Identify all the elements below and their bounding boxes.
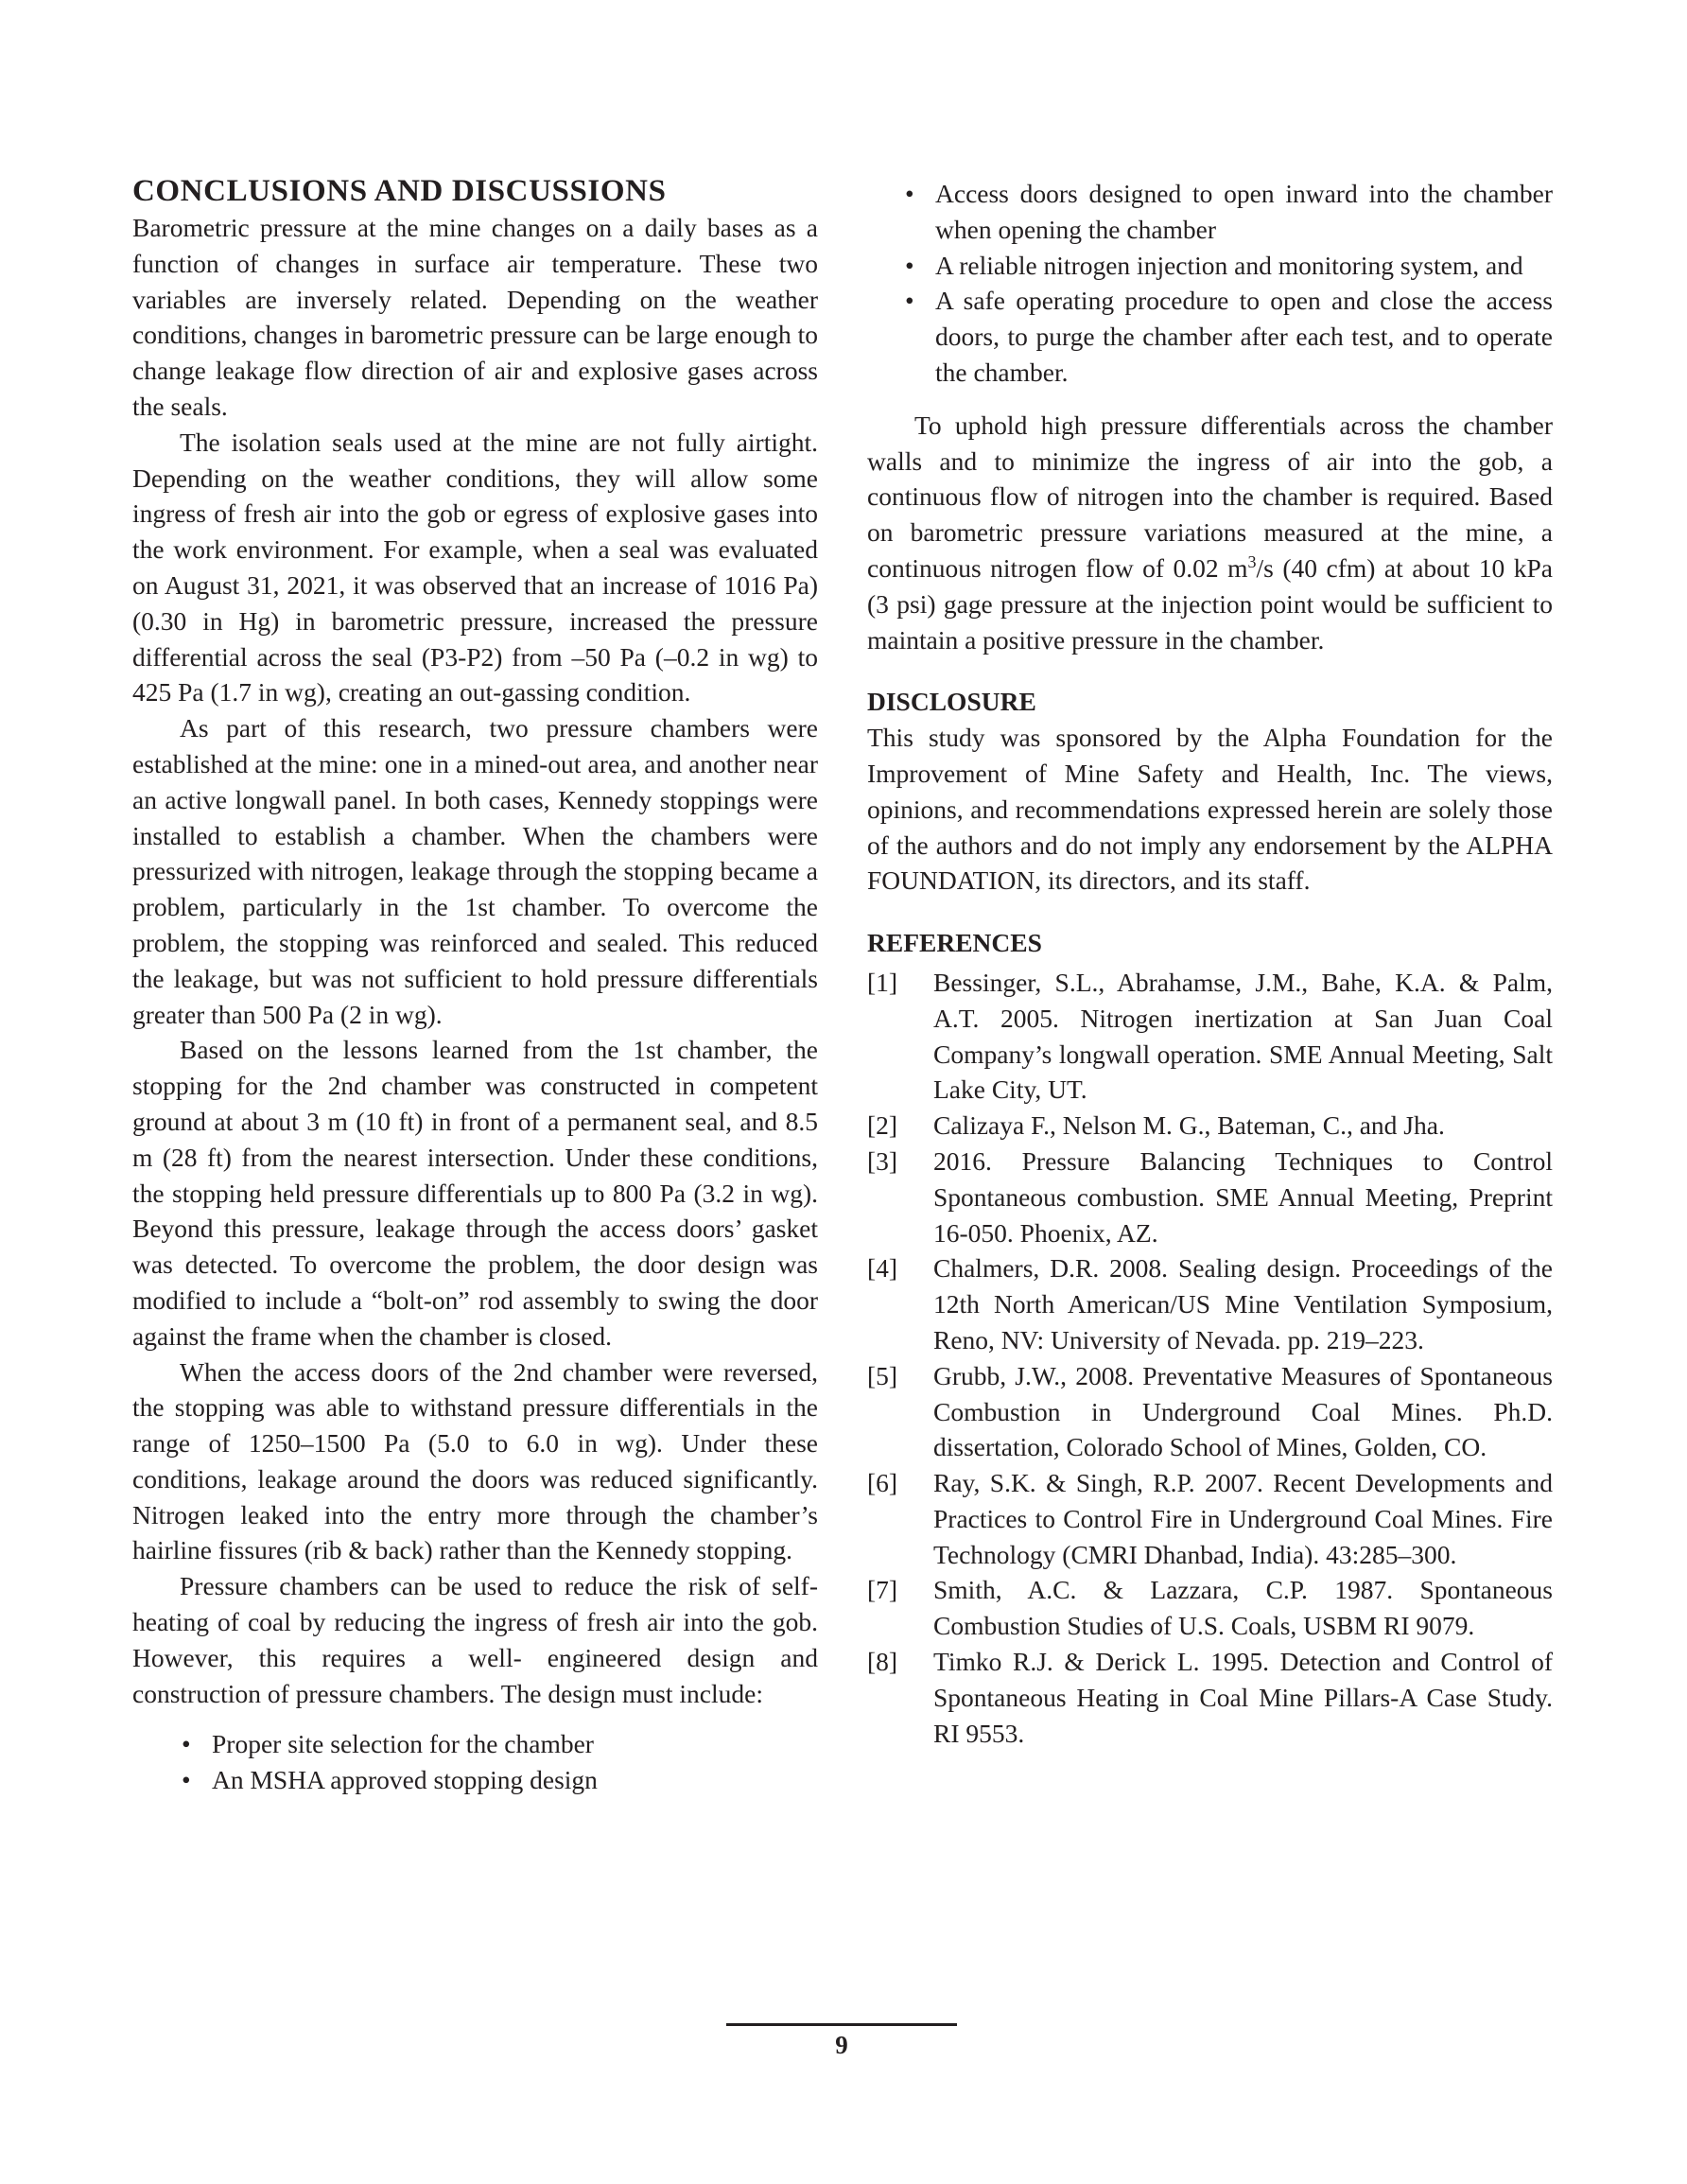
paragraph-text: /s (40 cfm) at about 10 kPa (3 psi) gage pressure at the injection point would be sufficient to maintain a positive pressure in the chamber. [867, 552, 1553, 655]
section-heading-references: REFERENCES [867, 928, 1042, 958]
body-paragraph-nitrogen-flow [867, 408, 1553, 658]
bullet-item: • Proper site selection for the chamber [182, 1726, 818, 1762]
reference-number: [6] [867, 1468, 898, 1498]
reference-text: Bessinger, S.L., Abrahamse, J.M., Bahe, K.A. & Palm, A.T. 2005. Nitrogen inertization at San Juan Coal Company’s longwall operation. SME Annual Meeting, Salt Lake City, UT. [933, 967, 1553, 1105]
reference-text: 2016. Pressure Balancing Techniques to Control Spontaneous combustion. SME Annual Meeting, Preprint 16-050. Phoenix, AZ. [933, 1145, 1553, 1248]
reference-text: Ray, S.K. & Singh, R.P. 2007. Recent Developments and Practices to Control Fire in Underground Coal Mines. Fire Technology (CMRI Dhanbad, India). 43:285–300. [933, 1468, 1553, 1569]
reference-item [867, 1250, 1553, 1357]
reference-item [867, 1144, 1553, 1250]
bullet-item: • Access doors designed to open inward into the chamber when opening the chamber [905, 176, 1553, 248]
reference-number: [4] [867, 1253, 898, 1284]
body-paragraph: Barometric pressure at the mine changes on a daily bases as a function of changes in surface air temperature. These two variables are inversely related. Depending on the weather conditions, changes in barometric pressure can be large enough to change leakage flow direction of air and explosive gases across the seals. [132, 213, 818, 421]
reference-item [867, 1358, 1553, 1465]
reference-item [867, 1465, 1553, 1572]
body-paragraph: Based on the lessons learned from the 1st chamber, the stopping for the 2nd chamber was constructed in competent ground at about 3 m (10 ft) in front of a permanent seal, and 8.5 m (28 ft) from the nearest intersection. Under these conditions, the stopping held pressure differentials up to 800 Pa (3.2 in wg). Beyond this pressure, leakage through the access doors’ gasket was detected. To overcome the problem, the door design was modified to include a “bolt-on” rod assembly to swing the door against the frame when the chamber is closed. [132, 1035, 818, 1351]
design-requirements-list [132, 1726, 818, 1798]
section-heading-conclusions: CONCLUSIONS AND DISCUSSIONS [132, 174, 667, 208]
superscript: 3 [1247, 551, 1257, 571]
body-paragraph: When the access doors of the 2nd chamber were reversed, the stopping was able to withstand pressure differentials in the range of 1250–1500 Pa (5.0 to 6.0 in wg). Under these conditions, leakage around the doors was reduced significantly. Nitrogen leaked into the entry more through the chamber’s hairline fissures (rib & back) rather than the Kennedy stopping. [132, 1356, 818, 1565]
page-number: 9 [835, 2031, 848, 2059]
reference-number: [5] [867, 1360, 898, 1390]
reference-number: [3] [867, 1145, 898, 1176]
reference-number: [1] [867, 967, 898, 997]
reference-item [867, 1644, 1553, 1751]
bullet-item: • A safe operating procedure to open and close the access doors, to purge the chamber after each test, and to operate the chamber. [905, 283, 1553, 390]
body-paragraph: The isolation seals used at the mine are not fully airtight. Depending on the weather conditions, they will allow some ingress of fresh air into the gob or egress of explosive gases into the work environment. For example, when a seal was evaluated on August 31, 2021, it was observed that an increase of 1016 Pa) (0.30 in Hg) in barometric pressure, increased the pressure differential across the seal (P3-P2) from –50 Pa (–0.2 in wg) to 425 Pa (1.7 in wg), creating an out-gassing condition. [132, 427, 818, 708]
reference-text: Smith, A.C. & Lazzara, C.P. 1987. Spontaneous Combustion Studies of U.S. Coals, USBM RI 9079. [933, 1575, 1553, 1641]
disclosure-text: This study was sponsored by the Alpha Foundation for the Improvement of Mine Safety and Health, Inc. The views, opinions, and recommendations expressed herein are solely those of the authors and do not imply any endorsement by the ALPHA FOUNDATION, its directors, and its staff. [867, 723, 1553, 896]
reference-text: Chalmers, D.R. 2008. Sealing design. Proceedings of the 12th North American/US Mine Ventilation Symposium, Reno, NV: University of Nevada. pp. 219–223. [933, 1253, 1553, 1354]
body-paragraph: As part of this research, two pressure chambers were established at the mine: one in a mined-out area, and another near an active longwall panel. In both cases, Kennedy stoppings were installed to establish a chamber. When the chambers were pressurized with nitrogen, leakage through the stopping became a problem, particularly in the 1st chamber. To overcome the problem, the stopping was reinforced and sealed. This reduced the leakage, but was not sufficient to hold pressure differentials greater than 500 Pa (2 in wg). [132, 713, 818, 1029]
bullet-item: • An MSHA approved stopping design [182, 1762, 818, 1798]
section-heading-disclosure: DISCLOSURE [867, 687, 1036, 717]
reference-text: Calizaya F., Nelson M. G., Bateman, C., and Jha. [933, 1110, 1445, 1141]
paragraph-text: To uphold high pressure differentials across the chamber walls and to minimize the ingress of air into the gob, a continuous flow of nitrogen into the chamber is required. Based on barometric pressure variations measured at the mine, a continuous nitrogen flow of 0.02 m [867, 410, 1553, 583]
reference-item [867, 965, 1553, 1108]
reference-number: [7] [867, 1575, 898, 1605]
body-paragraph: Pressure chambers can be used to reduce the risk of self-heating of coal by reducing the ingress of fresh air into the gob. However, this requires a well- engineered design and construction of pressure chambers. The design must include: [132, 1571, 818, 1708]
design-requirements-list-continued [867, 176, 1553, 391]
reference-item [867, 1108, 1553, 1144]
right-column [867, 176, 1553, 1751]
reference-item [867, 1572, 1553, 1644]
reference-text: Grubb, J.W., 2008. Preventative Measures of Spontaneous Combustion in Underground Coal Mines. Ph.D. dissertation, Colorado School of Mines, Golden, CO. [933, 1360, 1553, 1462]
left-column [132, 172, 818, 1798]
reference-number: [2] [867, 1110, 898, 1141]
reference-text: Timko R.J. & Derick L. 1995. Detection and Control of Spontaneous Heating in Coal Mine Pillars-A Case Study. RI 9553. [933, 1647, 1553, 1748]
reference-number: [8] [867, 1647, 898, 1677]
bullet-item: • A reliable nitrogen injection and monitoring system, and [905, 248, 1553, 284]
footer-rule [726, 2023, 957, 2026]
reference-list [867, 965, 1553, 1752]
